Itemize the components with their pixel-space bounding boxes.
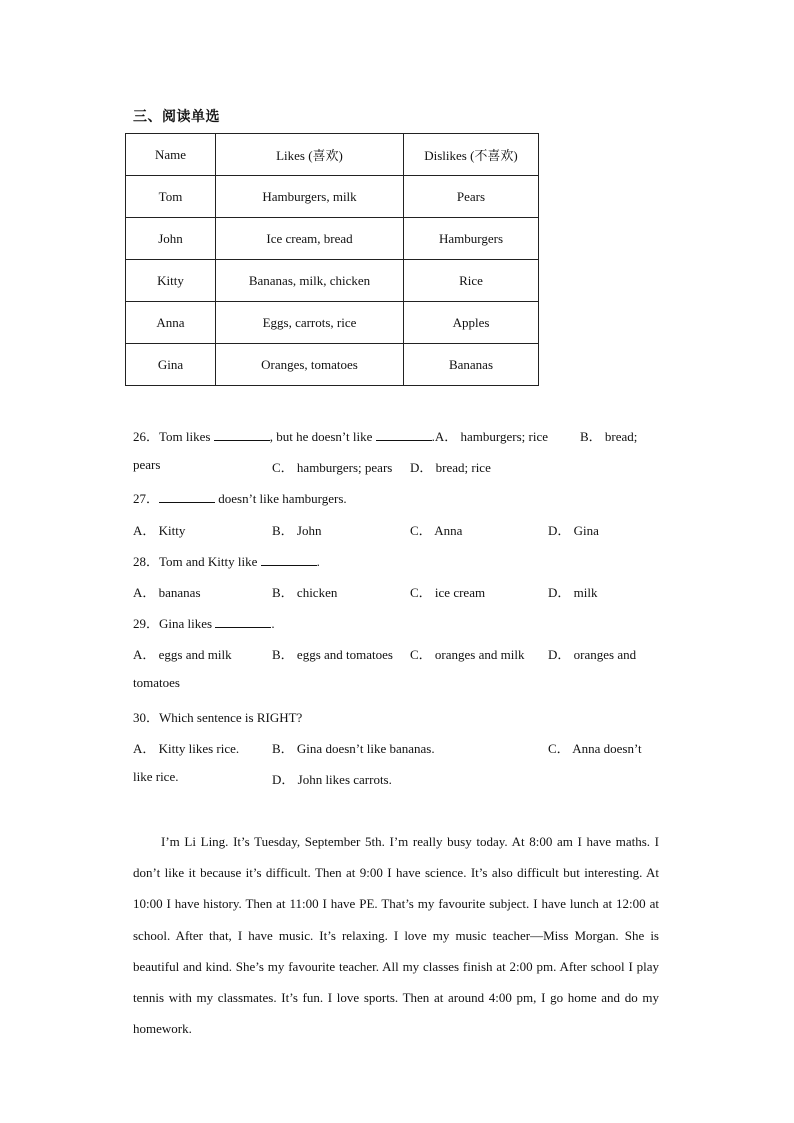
q29-option-a: A． eggs and milk	[133, 647, 232, 662]
q29-prefix: 29．Gina likes	[133, 616, 213, 631]
table-row	[126, 302, 539, 344]
cell-name: Tom	[126, 176, 216, 218]
cell-name: Kitty	[126, 260, 216, 302]
q30-option-b: B． Gina doesn’t like bananas.	[272, 741, 435, 756]
q29-option-b: B． eggs and tomatoes	[272, 647, 393, 662]
table-row	[126, 176, 539, 218]
answer-blank	[215, 617, 271, 628]
question-28-stem	[133, 551, 320, 570]
table-row	[126, 260, 539, 302]
answer-blank	[376, 430, 432, 441]
cell-likes: Eggs, carrots, rice	[216, 302, 404, 344]
section-title: 三、阅读单选	[133, 109, 220, 125]
cell-dislikes: Hamburgers	[404, 218, 539, 260]
q29-option-c: C． oranges and milk	[410, 647, 525, 662]
header-name: Name	[126, 134, 216, 176]
q27-option-a: A． Kitty	[133, 523, 186, 538]
table-header-row	[126, 134, 539, 176]
header-likes: Likes (喜欢)	[216, 134, 404, 176]
answer-blank	[261, 555, 317, 566]
answer-blank	[159, 492, 215, 503]
q26-option-a: .A． hamburgers; rice	[431, 429, 548, 444]
q30-option-c: C． Anna doesn’t	[548, 741, 642, 756]
q29-suffix: .	[271, 616, 275, 631]
question-29-stem	[133, 613, 275, 632]
q26-option-b: B． bread;	[580, 429, 638, 444]
question-30-stem: 30．Which sentence is RIGHT?	[133, 710, 303, 725]
q28-option-b: B． chicken	[272, 585, 338, 600]
cell-dislikes: Rice	[404, 260, 539, 302]
table-row	[126, 344, 539, 386]
cell-dislikes: Pears	[404, 176, 539, 218]
cell-likes: Bananas, milk, chicken	[216, 260, 404, 302]
q26-option-c: C． hamburgers; pears	[272, 460, 393, 475]
q27-option-b: B． John	[272, 523, 322, 538]
question-27-stem	[133, 488, 347, 507]
q30-option-d: D． John likes carrots.	[272, 772, 392, 787]
q27-prefix: 27．	[133, 491, 160, 506]
header-dislikes: Dislikes (不喜欢)	[404, 134, 539, 176]
q30-option-a: A． Kitty likes rice.	[133, 741, 240, 756]
likes-dislikes-table	[125, 133, 539, 386]
cell-likes: Oranges, tomatoes	[216, 344, 404, 386]
cell-name: Anna	[126, 302, 216, 344]
q27-option-c: C． Anna	[410, 523, 463, 538]
q28-suffix: .	[316, 554, 320, 569]
q27-suffix: doesn’t like hamburgers.	[215, 491, 347, 506]
cell-name: Gina	[126, 344, 216, 386]
q28-option-d: D． milk	[548, 585, 598, 600]
answer-blank	[214, 430, 270, 441]
cell-name: John	[126, 218, 216, 260]
table-row	[126, 218, 539, 260]
q26-option-b-cont: pears	[133, 457, 161, 472]
q26-mid: , but he doesn’t like	[269, 429, 373, 444]
q28-option-a: A． bananas	[133, 585, 201, 600]
reading-passage: I’m Li Ling. It’s Tuesday, September 5th. I’m really busy today. At 8:00 am I have maths. I don’t like it because it’s difficult. Then at 9:00 I have science. It’s also difficult but interesting. At 10:00 I have history. Then at 11:00 I have PE. That’s my favourite subject. I have lunch at 12:00 at school. After that, I have music. It’s relaxing. I love my music teacher—Miss Morgan. She is beautiful and kind. She’s my favourite teacher. All my classes finish at 2:00 pm. After school I play tennis with my classmates. It’s fun. I love sports. Then at around 4:00 pm, I go home and do my homework.	[133, 834, 659, 1037]
cell-dislikes: Bananas	[404, 344, 539, 386]
q27-option-d: D． Gina	[548, 523, 599, 538]
q26-option-d: D． bread; rice	[410, 460, 491, 475]
q26-prefix: 26．Tom likes	[133, 429, 211, 444]
cell-likes: Hamburgers, milk	[216, 176, 404, 218]
cell-dislikes: Apples	[404, 302, 539, 344]
question-26-stem	[133, 426, 548, 445]
q29-option-d: D． oranges and	[548, 647, 637, 662]
q30-option-c-cont: like rice.	[133, 769, 179, 784]
q28-option-c: C． ice cream	[410, 585, 486, 600]
q29-option-d-cont: tomatoes	[133, 675, 180, 690]
q28-prefix: 28．Tom and Kitty like	[133, 554, 258, 569]
cell-likes: Ice cream, bread	[216, 218, 404, 260]
